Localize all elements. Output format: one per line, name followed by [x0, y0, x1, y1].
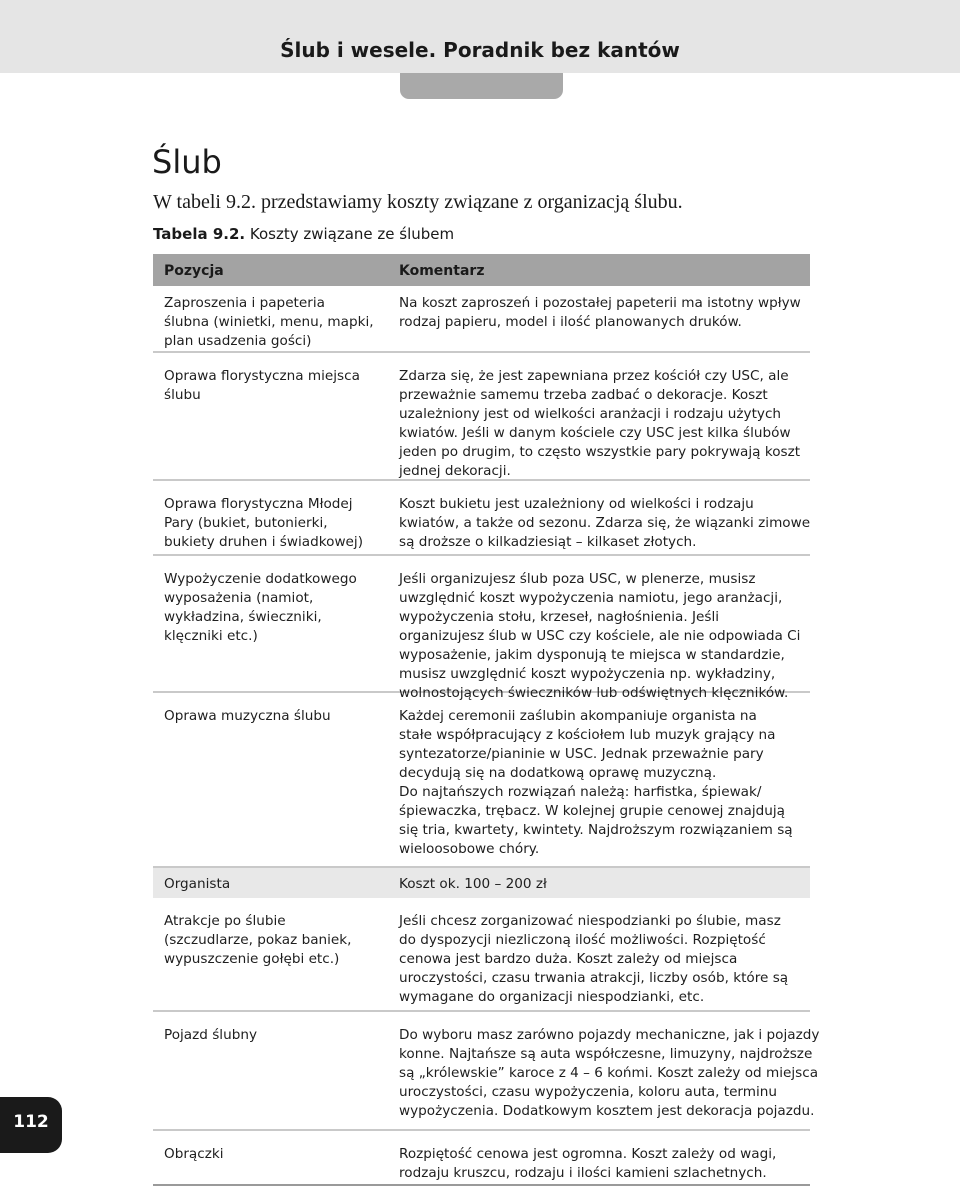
comment-line: Koszt bukietu jest uzależniony od wielkości i rodzaju — [399, 496, 754, 512]
comment-line: wyposażenie, jakim dysponują te miejsca w standardzie, — [399, 647, 785, 663]
comment-line: się tria, kwartety, kwintety. Najdroższym rozwiązaniem są — [399, 822, 793, 838]
table-caption-label: Tabela 9.2. — [153, 225, 246, 243]
cell-comment — [399, 570, 804, 703]
comment-line: jeden po drugim, to często wszystkie pary pokrywają koszt — [399, 444, 801, 460]
comment-line: syntezatorze/pianinie w USC. Jednak przeważnie pary — [399, 746, 764, 762]
cell-comment — [399, 294, 804, 332]
comment-line: Na koszt zaproszeń i pozostałej papeterii ma istotny wpływ — [399, 295, 801, 311]
comment-line: Zdarza się, że jest zapewniana przez kościół czy USC, ale — [399, 368, 789, 384]
comment-line: Każdej ceremonii zaślubin akompaniuje organista na — [399, 708, 757, 724]
table-body — [153, 286, 820, 1186]
column-header-position: Pozycja — [164, 263, 224, 279]
table-row — [153, 868, 810, 898]
cell-comment — [399, 912, 804, 1007]
comment-line: Koszt ok. 100 – 200 zł — [399, 876, 547, 892]
comment-line: cenowa jest bardzo duża. Koszt zależy od miejsca — [399, 951, 738, 967]
comment-line: przeważnie samemu trzeba zadbać o dekoracje. Koszt — [399, 387, 768, 403]
comment-line: uroczystości, czasu trwania atrakcji, liczby osób, które są — [399, 970, 789, 986]
comment-line: wypożyczenia stołu, krzeseł, nagłośnienia. Jeśli — [399, 609, 720, 625]
comment-line: uzależniony jest od wielkości aranżacji i rodzaju użytych — [399, 406, 782, 422]
cell-position: Wypożyczenie dodatkowego wyposażenia (namiot, wykładzina, świeczniki, klęczniki etc.) — [164, 571, 357, 644]
table-header-row — [153, 254, 810, 286]
table-row — [153, 481, 810, 556]
comment-line: do dyspozycji niezliczoną ilość możliwości. Rozpiętość — [399, 932, 766, 948]
table-row — [153, 693, 810, 868]
comment-line: wieloosobowe chóry. — [399, 841, 540, 857]
cell-position: Zaproszenia i papeteria ślubna (winietki, menu, mapki, plan usadzenia gości) — [164, 295, 374, 349]
table-row — [153, 556, 810, 701]
comment-line: musisz uwzględnić koszt wypożyczenia np. wykładziny, — [399, 666, 776, 682]
comment-line: Do najtańszych rozwiązań należą: harfistka, śpiewak/ — [399, 784, 762, 800]
table-caption — [153, 225, 454, 243]
cell-position: Oprawa muzyczna ślubu — [164, 708, 331, 724]
comment-line: Do wyboru masz zarówno pojazdy mechaniczne, jak i pojazdy — [399, 1027, 820, 1043]
comment-line: kwiatów, a także od sezonu. Zdarza się, że wiązanki zimowe — [399, 515, 811, 531]
comment-line: kwiatów. Jeśli w danym kościele czy USC jest kilka ślubów — [399, 425, 791, 441]
cell-comment — [399, 1145, 804, 1183]
cell-position: Obrączki — [164, 1146, 224, 1162]
cell-position: Pojazd ślubny — [164, 1027, 257, 1043]
section-title: Ślub — [152, 143, 222, 181]
comment-line: są „królewskie” karoce z 4 – 6 końmi. Koszt zależy od miejsca — [399, 1065, 819, 1081]
comment-line: Jeśli chcesz zorganizować niespodzianki po ślubie, masz — [399, 913, 781, 929]
comment-line: organizujesz ślub w USC czy kościele, ale nie odpowiada Ci — [399, 628, 801, 644]
page-number: 112 — [13, 1112, 49, 1132]
cell-comment — [399, 707, 804, 859]
comment-line: wymagane do organizacji niespodzianki, etc. — [399, 989, 705, 1005]
comment-line: Rozpiętość cenowa jest ogromna. Koszt zależy od wagi, — [399, 1146, 777, 1162]
cell-position: Oprawa florystyczna Młodej Pary (bukiet, butonierki, bukiety druhen i świadkowej) — [164, 496, 364, 550]
header-tab-decoration — [400, 73, 563, 99]
comment-line: Jeśli organizujesz ślub poza USC, w plenerze, musisz — [399, 571, 756, 587]
column-header-comment: Komentarz — [399, 263, 485, 279]
comment-line: jednej dekoracji. — [399, 463, 511, 479]
cell-position: Organista — [164, 876, 231, 892]
comment-line: rodzaj papieru, model i ilość planowanych druków. — [399, 314, 742, 330]
cost-table — [153, 254, 820, 1186]
comment-line: są droższe o kilkadziesiąt – kilkaset złotych. — [399, 534, 697, 550]
comment-line: uroczystości, czasu wypożyczenia, koloru auta, terminu — [399, 1084, 778, 1100]
comment-line: wypożyczenia. Dodatkowym kosztem jest dekoracja pojazdu. — [399, 1103, 815, 1119]
comment-line: wolnostojących świeczników lub odświętnych klęczników. — [399, 685, 789, 701]
intro-paragraph: W tabeli 9.2. przedstawiamy koszty związane z organizacją ślubu. — [153, 191, 683, 213]
table-row — [153, 1012, 820, 1131]
running-header-band — [0, 0, 960, 73]
table-row — [153, 286, 810, 353]
cell-comment — [399, 495, 811, 552]
cell-comment — [399, 367, 804, 481]
cell-position: Oprawa florystyczna miejsca ślubu — [164, 368, 360, 403]
comment-line: rodzaju kruszcu, rodzaju i ilości kamieni szlachetnych. — [399, 1165, 767, 1181]
table-row — [153, 898, 810, 1012]
cell-position: Atrakcje po ślubie (szczudlarze, pokaz baniek, wypuszczenie gołębi etc.) — [164, 913, 352, 967]
comment-line: konne. Najtańsze są auta współczesne, limuzyny, najdroższe — [399, 1046, 813, 1062]
cell-comment — [399, 1026, 820, 1121]
table-row — [153, 353, 810, 481]
comment-line: uwzględnić koszt wypożyczenia namiotu, jego aranżacji, — [399, 590, 783, 606]
comment-line: śpiewaczka, trębacz. W kolejnej grupie cenowej znajdują — [399, 803, 785, 819]
table-caption-text: Koszty związane ze ślubem — [245, 225, 455, 243]
cell-comment — [399, 875, 804, 894]
comment-line: decydują się na dodatkową oprawę muzyczną. — [399, 765, 717, 781]
comment-line: stałe współpracujący z kościołem lub muzyk grający na — [399, 727, 776, 743]
table-row — [153, 1131, 810, 1186]
running-header-title: Ślub i wesele. Poradnik bez kantów — [280, 38, 680, 62]
